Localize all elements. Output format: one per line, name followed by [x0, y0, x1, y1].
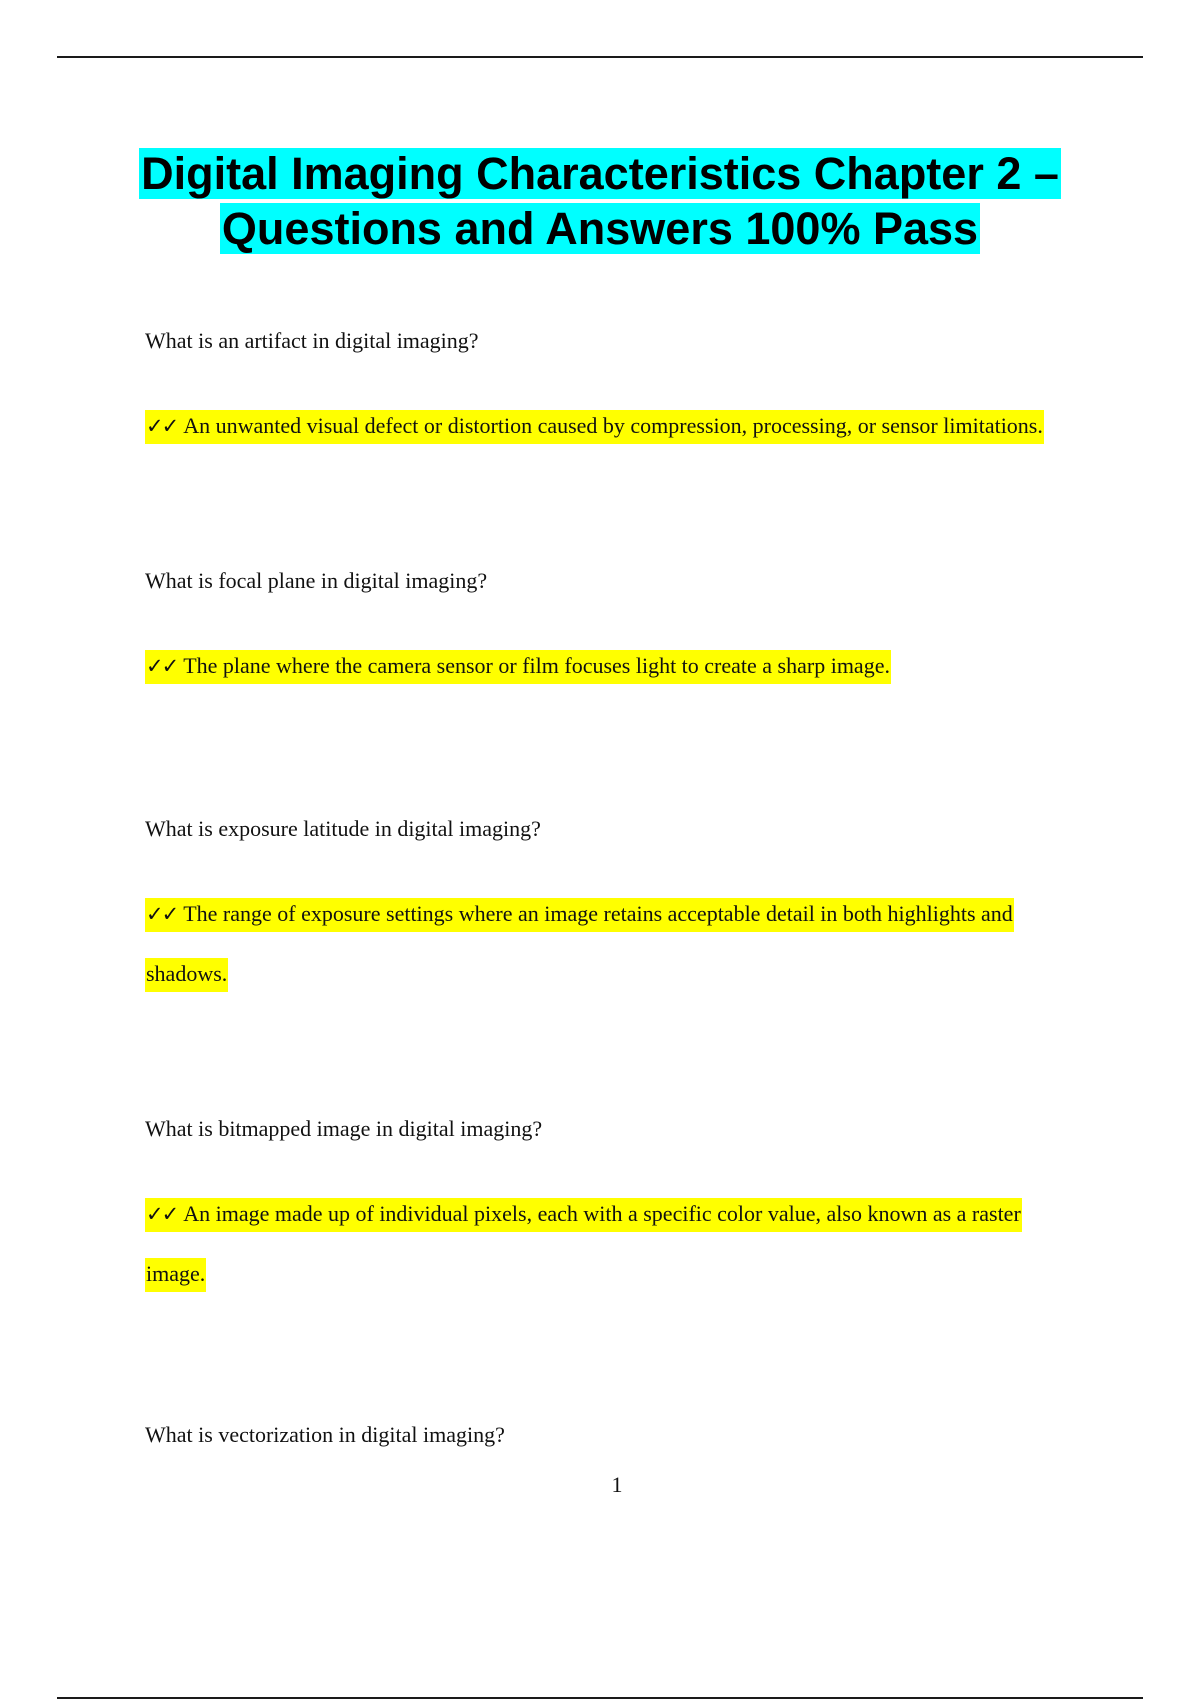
double-check-icon: ✓✓ [146, 414, 178, 438]
double-check-icon: ✓✓ [146, 1202, 178, 1226]
answer-text: An unwanted visual defect or distortion caused by compression, processing, or sensor limitations. [183, 413, 1043, 438]
page-number: 1 [611, 1472, 623, 1497]
question-text: What is focal plane in digital imaging? [145, 568, 488, 593]
question-text: What is exposure latitude in digital imaging? [145, 816, 541, 841]
document-title [60, 146, 1140, 256]
answer-highlight [145, 650, 891, 684]
answer-highlight [145, 1198, 1022, 1292]
double-check-icon: ✓✓ [146, 654, 178, 678]
answer-text: The range of exposure settings where an image retains acceptable detail in both highlights and shadows. [146, 901, 1013, 986]
answer-highlight [145, 898, 1014, 992]
qa-item [145, 1114, 1075, 1304]
answer [145, 636, 1075, 696]
question-text: What is vectorization in digital imaging? [145, 1422, 505, 1447]
footer-rule [57, 1697, 1143, 1699]
answer-text: An image made up of individual pixels, each with a specific color value, also known as a raster image. [146, 1201, 1021, 1286]
qa-item [145, 1420, 1075, 1450]
question-text: What is an artifact in digital imaging? [145, 328, 479, 353]
answer [145, 1184, 1075, 1304]
double-check-icon: ✓✓ [146, 902, 178, 926]
qa-list [145, 326, 1075, 1490]
document-title-text: Digital Imaging Characteristics Chapter 2 – Questions and Answers 100% Pass [141, 148, 1059, 254]
qa-item [145, 326, 1075, 456]
question-text: What is bitmapped image in digital imaging? [145, 1116, 543, 1141]
answer [145, 884, 1075, 1004]
qa-item [145, 566, 1075, 696]
header-rule [57, 56, 1143, 58]
answer-text: The plane where the camera sensor or film focuses light to create a sharp image. [183, 653, 890, 678]
answer-highlight [145, 410, 1044, 444]
answer [145, 396, 1075, 456]
qa-item [145, 814, 1075, 1004]
